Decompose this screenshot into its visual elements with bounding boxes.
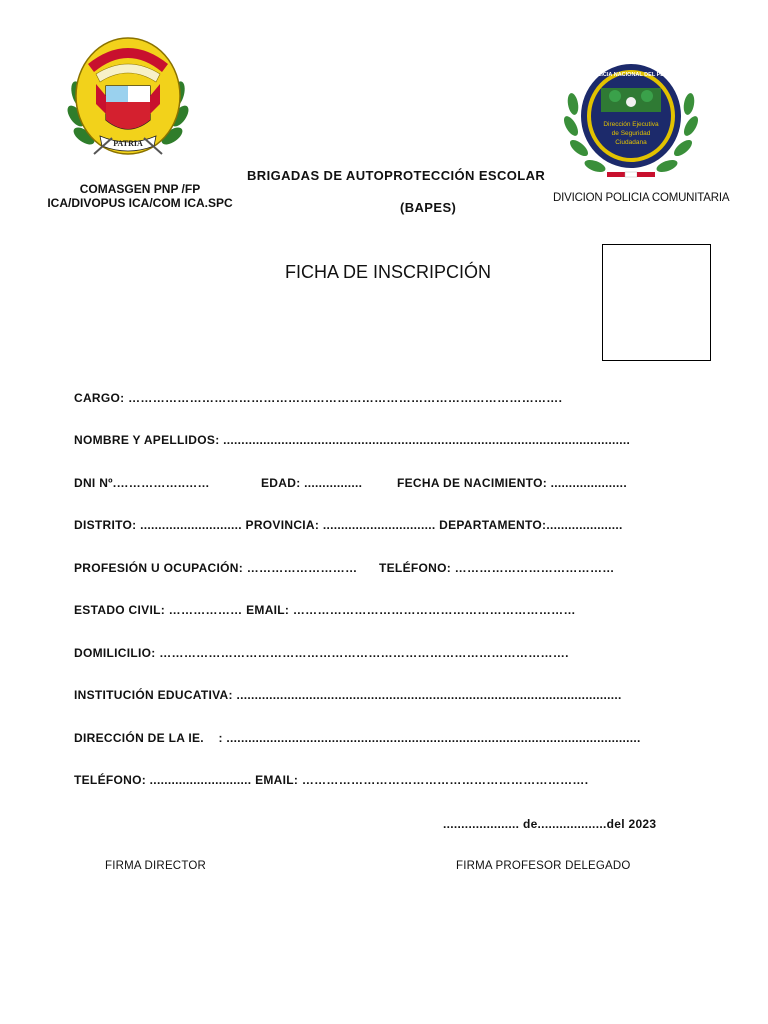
departamento-dots[interactable]: ..................... <box>546 518 623 532</box>
email-1-label: EMAIL: <box>246 603 293 617</box>
signature-director: FIRMA DIRECTOR <box>105 860 206 872</box>
telefono-1-label: TELÉFONO: <box>379 561 455 575</box>
header-right: DIVICION POLICIA COMUNITARIA <box>553 192 730 204</box>
nombre-dots[interactable]: ................................................................................................................ <box>223 433 631 447</box>
email-2-label: EMAIL: <box>255 773 302 787</box>
field-domicilio[interactable] <box>74 646 569 660</box>
provincia-label: PROVINCIA: <box>245 518 323 532</box>
field-distrito-row[interactable] <box>74 518 623 532</box>
field-profesion[interactable] <box>74 561 357 575</box>
header-left-line-1: COMASGEN PNP /FP <box>79 182 201 196</box>
provincia-dots[interactable]: ............................... <box>322 518 440 532</box>
estado-civil-dots[interactable]: ……………… <box>168 603 247 617</box>
date-line[interactable]: ..................... de...................del 2023 <box>443 817 657 831</box>
police-crest-icon <box>66 34 190 168</box>
field-fecha-nacimiento[interactable] <box>397 476 627 490</box>
police-crest-logo <box>66 34 190 168</box>
svg-text:PATRIA: PATRIA <box>113 139 143 148</box>
fecha-nac-dots[interactable]: ..................... <box>550 476 627 490</box>
field-estado-civil-row[interactable] <box>74 603 576 617</box>
signature-profesor: FIRMA PROFESOR DELEGADO <box>456 860 631 872</box>
photo-box <box>602 244 711 361</box>
domicilio-dots[interactable]: ………………………………………………………………………………………. <box>159 646 569 660</box>
institucion-label: INSTITUCIÓN EDUCATIVA: <box>74 688 237 702</box>
header-center-line-1: BRIGADAS DE AUTOPROTECCIÓN ESCOLAR <box>247 168 546 183</box>
edad-dots[interactable]: ................ <box>304 476 363 490</box>
estado-civil-label: ESTADO CIVIL: <box>74 603 169 617</box>
profesion-dots[interactable]: ……………………… <box>246 561 358 575</box>
telefono-1-dots[interactable]: ………………………………… <box>454 561 615 575</box>
departamento-label: DEPARTAMENTO: <box>439 518 547 532</box>
header-left-line-2: ICA/DIVOPUS ICA/COM ICA.SPC <box>47 196 233 210</box>
cargo-dots[interactable]: ……………………………………………………………………………………………. <box>128 391 563 405</box>
email-1-dots[interactable]: …………………………………………………………… <box>292 603 576 617</box>
header-left <box>20 182 260 210</box>
field-institucion[interactable] <box>74 688 622 702</box>
telefono-2-dots[interactable]: ............................ <box>149 773 256 787</box>
distrito-label: DISTRITO: <box>74 518 141 532</box>
field-telefono-2-row[interactable] <box>74 773 588 787</box>
svg-text:Ciudadana: Ciudadana <box>615 139 647 146</box>
distrito-dots[interactable]: ............................ <box>140 518 246 532</box>
email-2-dots[interactable]: ……………………………………………………………. <box>301 773 589 787</box>
community-police-emblem-icon <box>563 56 699 184</box>
domicilio-label: DOMILICILIO: <box>74 646 160 660</box>
cargo-label: CARGO: <box>74 391 129 405</box>
profesion-label: PROFESIÓN U OCUPACIÓN: <box>74 561 247 575</box>
fecha-nac-label: FECHA DE NACIMIENTO: <box>397 476 551 490</box>
field-cargo[interactable] <box>74 391 562 405</box>
community-police-emblem <box>563 56 699 184</box>
field-edad[interactable] <box>261 476 362 490</box>
telefono-2-label: TELÉFONO: <box>74 773 150 787</box>
field-nombre[interactable] <box>74 433 630 447</box>
direccion-dots[interactable]: .................................................................................................................. <box>226 731 641 745</box>
nombre-label: NOMBRE Y APELLIDOS: <box>74 433 224 447</box>
svg-text:Dirección Ejecutiva: Dirección Ejecutiva <box>603 121 659 128</box>
field-direccion[interactable] <box>74 731 641 745</box>
svg-text:de Seguridad: de Seguridad <box>611 130 651 137</box>
institucion-dots[interactable]: .......................................................................................................... <box>236 688 622 702</box>
svg-text:POLICIA NACIONAL DEL PERU: POLICIA NACIONAL DEL PERU <box>590 72 672 78</box>
form-title: FICHA DE INSCRIPCIÓN <box>285 262 492 282</box>
dni-dots[interactable]: ……………..…… <box>116 476 210 490</box>
header-center-line-2: (BAPES) <box>400 200 457 215</box>
edad-label: EDAD: <box>261 476 305 490</box>
field-telefono-1[interactable] <box>379 561 615 575</box>
direccion-label: DIRECCIÓN DE LA IE. : <box>74 731 227 745</box>
field-dni[interactable] <box>74 476 210 490</box>
dni-label: DNI Nº. <box>74 476 117 490</box>
